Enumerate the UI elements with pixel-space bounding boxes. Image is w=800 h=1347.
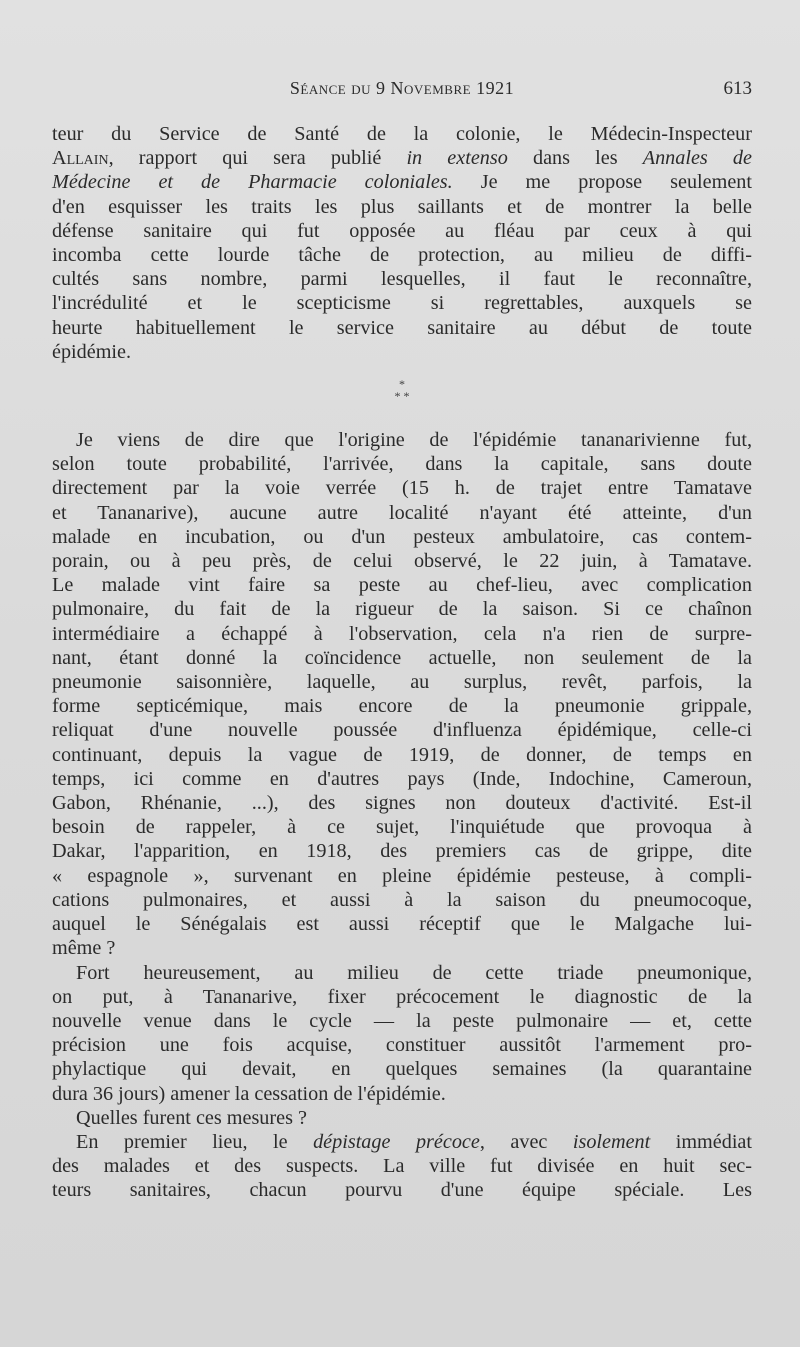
- text-span: , rapport qui sera publié: [108, 147, 407, 170]
- text-line: phylactique qui devait, en quelques semaines (la quarantaine: [52, 1058, 752, 1081]
- text-line: Dakar, l'apparition, en 1918, des premiers cas de grippe, dite: [52, 840, 752, 863]
- text-line: Fort heureusement, au milieu de cette triade pneumonique,: [76, 961, 752, 984]
- text-line: et Tananarive), aucune autre localité n'ayant été atteinte, d'un: [52, 501, 752, 524]
- text-line: pulmonaire, du fait de la rigueur de la saison. Si ce chaînon: [52, 598, 752, 621]
- text-line: heurte habituellement le service sanitaire au début de toute: [52, 316, 752, 339]
- text-line: reliquat d'une nouvelle poussée d'influenza épidémique, celle-ci: [52, 719, 752, 742]
- asterism-bottom: * *: [394, 389, 410, 404]
- body-text: [52, 122, 752, 1203]
- text-span: immédiat: [650, 1130, 752, 1153]
- paragraph-1: [52, 122, 752, 364]
- italic-span: Annales de: [642, 147, 752, 170]
- text-line: dura 36 jours) amener la cessation de l'épidémie.: [52, 1082, 446, 1105]
- text-line: teur du Service de Santé de la colonie, le Médecin-Inspecteur: [52, 123, 752, 145]
- asterism-divider: [52, 378, 752, 402]
- paragraph-3: [52, 961, 752, 1106]
- text-line: nouvelle venue dans le cycle — la peste pulmonaire — et, cette: [52, 1009, 752, 1032]
- text-line: auquel le Sénégalais est aussi réceptif que le Malgache lui-: [52, 913, 752, 936]
- text-line: continuant, depuis la vague de 1919, de donner, de temps en: [52, 743, 752, 766]
- page-header: [52, 78, 752, 104]
- text-span: Je me propose seulement: [452, 171, 752, 194]
- text-line: Quelles furent ces mesures ?: [76, 1106, 307, 1129]
- text-line: temps, ici comme en d'autres pays (Inde, Indochine, Cameroun,: [52, 767, 752, 790]
- text-line: Je viens de dire que l'origine de l'épidémie tananarivienne fut,: [76, 429, 752, 452]
- text-line: d'en esquisser les traits les plus saillants et de montrer la belle: [52, 195, 752, 218]
- text-line: même ?: [52, 937, 116, 960]
- running-title: Séance du 9 Novembre 1921: [289, 78, 515, 98]
- text-span: dans les: [507, 147, 643, 170]
- text-span: En premier lieu, le: [76, 1130, 314, 1153]
- text-span: , avec: [479, 1130, 573, 1153]
- text-line: [52, 170, 752, 194]
- text-line: directement par la voie verrée (15 h. de trajet entre Tamatave: [52, 477, 752, 500]
- text-line: [52, 146, 752, 170]
- text-line: l'incrédulité et le scepticisme si regrettables, auxquels se: [52, 292, 752, 315]
- text-line: précision une fois acquise, constituer aussitôt l'armement pro-: [52, 1034, 752, 1057]
- text-line: épidémie.: [52, 340, 132, 363]
- italic-span: isolement: [572, 1130, 651, 1153]
- text-line: Le malade vint faire sa peste au chef-lieu, avec complication: [52, 574, 752, 597]
- italic-span: dépistage précoce: [313, 1130, 480, 1153]
- text-line: [52, 1130, 752, 1154]
- author-name: Allain: [52, 147, 109, 170]
- text-line: selon toute probabilité, l'arrivée, dans la capitale, sans doute: [52, 453, 752, 476]
- italic-span: Médecine et de Pharmacie coloniales.: [52, 171, 453, 194]
- text-line: cations pulmonaires, et aussi à la saison du pneumocoque,: [52, 888, 752, 911]
- text-line: défense sanitaire qui fut opposée au fléau par ceux à qui: [52, 219, 752, 242]
- paragraph-5: [52, 1130, 752, 1203]
- text-line: nant, étant donné la coïncidence actuelle, non seulement de la: [52, 646, 752, 669]
- text-line: cultés sans nombre, parmi lesquelles, il faut le reconnaître,: [52, 268, 752, 291]
- text-line: malade en incubation, ou d'un pesteux ambulatoire, cas contem-: [52, 525, 752, 548]
- paragraph-4: [52, 1106, 752, 1130]
- text-line: forme septicémique, mais encore de la pneumonie grippale,: [52, 695, 752, 718]
- text-line: « espagnole », survenant en pleine épidémie pesteuse, à compli-: [52, 864, 752, 887]
- text-line: incomba cette lourde tâche de protection, au milieu de diffi-: [52, 244, 752, 267]
- text-line: besoin de rappeler, à ce sujet, l'inquiétude que provoqua à: [52, 816, 752, 839]
- text-line: teurs sanitaires, chacun pourvu d'une équipe spéciale. Les: [52, 1179, 752, 1202]
- text-line: intermédiaire a échappé à l'observation, cela n'a rien de surpre-: [52, 622, 752, 645]
- page-number: 613: [723, 78, 752, 99]
- italic-span: in extenso: [406, 147, 508, 170]
- text-line: on put, à Tananarive, fixer précocement le diagnostic de la: [52, 985, 752, 1008]
- text-line: pneumonie saisonnière, laquelle, au surplus, revêt, parfois, la: [52, 671, 752, 694]
- asterism-top: *: [399, 377, 405, 392]
- text-line: des malades et des suspects. La ville fut divisée en huit sec-: [52, 1155, 752, 1178]
- paragraph-2: [52, 428, 752, 960]
- text-line: porain, ou à peu près, de celui observé, le 22 juin, à Tamatave.: [52, 550, 752, 573]
- text-line: Gabon, Rhénanie, ...), des signes non douteux d'activité. Est-il: [52, 792, 752, 815]
